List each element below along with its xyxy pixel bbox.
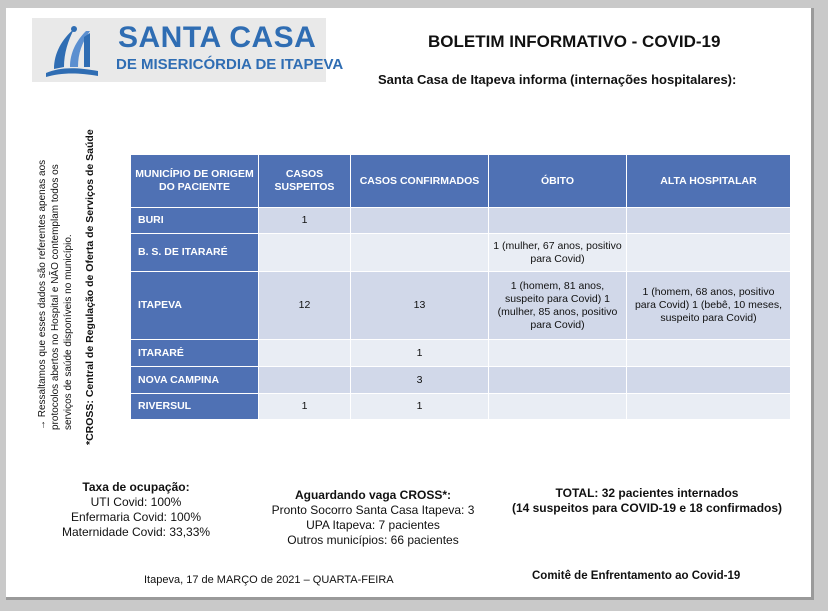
- cell-obito: 1 (mulher, 67 anos, positivo para Covid): [489, 234, 627, 272]
- cell-suspeitos: [259, 367, 351, 394]
- cell-suspeitos: [259, 340, 351, 367]
- cell-confirmados: 1: [351, 394, 489, 420]
- table-row: [131, 394, 791, 420]
- cross-block: [264, 488, 482, 548]
- header-confirmados: CASOS CONFIRMADOS: [351, 155, 489, 208]
- total-line1: TOTAL: 32 pacientes internados: [555, 486, 739, 500]
- ocupacao-uti: UTI Covid: 100%: [90, 495, 182, 509]
- internacoes-table: [130, 154, 791, 420]
- cross-upa: UPA Itapeva: 7 pacientes: [306, 518, 440, 532]
- cell-alta: [627, 234, 791, 272]
- cell-alta: [627, 367, 791, 394]
- cell-obito: [489, 394, 627, 420]
- bulletin-subtitle: Santa Casa de Itapeva informa (internações hospitalares):: [378, 72, 737, 87]
- cell-municipio: ITAPEVA: [131, 272, 259, 340]
- cell-obito: 1 (homem, 81 anos, suspeito para Covid) 1 (mulher, 85 anos, positivo para Covid): [489, 272, 627, 340]
- cell-confirmados: 3: [351, 367, 489, 394]
- footer-date: Itapeva, 17 de MARÇO de 2021 – QUARTA-FEIRA: [144, 574, 394, 586]
- cell-municipio: B. S. DE ITARARÉ: [131, 234, 259, 272]
- header-suspeitos: CASOS SUSPEITOS: [259, 155, 351, 208]
- cell-confirmados: 1: [351, 340, 489, 367]
- cell-alta: [627, 394, 791, 420]
- cross-pronto-socorro: Pronto Socorro Santa Casa Itapeva: 3: [271, 503, 475, 517]
- cell-alta: [627, 340, 791, 367]
- cell-obito: [489, 340, 627, 367]
- cell-obito: [489, 367, 627, 394]
- cell-municipio: BURI: [131, 208, 259, 234]
- cell-suspeitos: 1: [259, 394, 351, 420]
- cell-confirmados: [351, 208, 489, 234]
- header-alta: ALTA HOSPITALAR: [627, 155, 791, 208]
- cell-alta: [627, 208, 791, 234]
- table-row: [131, 340, 791, 367]
- cell-alta: 1 (homem, 68 anos, positivo para Covid) 1 (bebê, 10 meses, suspeito para Covid): [627, 272, 791, 340]
- ocupacao-block: [50, 480, 222, 540]
- header-municipio: MUNICÍPIO DE ORIGEM DO PACIENTE: [131, 155, 259, 208]
- table-header-row: [131, 155, 791, 208]
- bulletin-title: BOLETIM INFORMATIVO - COVID-19: [428, 32, 721, 51]
- ocupacao-title: Taxa de ocupação:: [82, 480, 190, 494]
- ocupacao-enfermaria: Enfermaria Covid: 100%: [70, 510, 202, 524]
- cell-confirmados: 13: [351, 272, 489, 340]
- cell-suspeitos: [259, 234, 351, 272]
- table-row: [131, 272, 791, 340]
- cell-obito: [489, 208, 627, 234]
- cell-municipio: ITARARÉ: [131, 340, 259, 367]
- header-obito: ÓBITO: [489, 155, 627, 208]
- cross-definition-note: *CROSS: Central de Regulação de Oferta de Serviços de Saúde: [84, 129, 96, 445]
- cell-confirmados: [351, 234, 489, 272]
- side-note-line3: serviços de saúde disponíveis no município.: [63, 234, 74, 430]
- table-row: [131, 367, 791, 394]
- santa-casa-logo-icon: [40, 23, 104, 79]
- bulletin-slide: [6, 8, 814, 600]
- footer-committee: Comitê de Enfrentamento ao Covid-19: [532, 570, 741, 582]
- cell-municipio: NOVA CAMPINA: [131, 367, 259, 394]
- table-row: [131, 234, 791, 272]
- side-note-line2: protocolos abertos no Hospital e NÃO contemplam todos os: [50, 164, 61, 430]
- cell-municipio: RIVERSUL: [131, 394, 259, 420]
- logo-subtitle: DE MISERICÓRDIA DE ITAPEVA: [116, 56, 344, 73]
- cell-suspeitos: 12: [259, 272, 351, 340]
- logo-title: SANTA CASA: [118, 21, 317, 54]
- table-row: [131, 208, 791, 234]
- santa-casa-logo: [32, 18, 344, 82]
- ocupacao-maternidade: Maternidade Covid: 33,33%: [61, 525, 211, 539]
- total-block: [506, 486, 788, 516]
- side-note-line1: → Ressaltamos que esses dados são referentes apenas aos: [37, 159, 48, 430]
- total-line2: (14 suspeitos para COVID-19 e 18 confirmados): [511, 501, 783, 515]
- cell-suspeitos: 1: [259, 208, 351, 234]
- cross-title: Aguardando vaga CROSS*:: [294, 488, 452, 502]
- cross-outros: Outros municípios: 66 pacientes: [287, 533, 459, 547]
